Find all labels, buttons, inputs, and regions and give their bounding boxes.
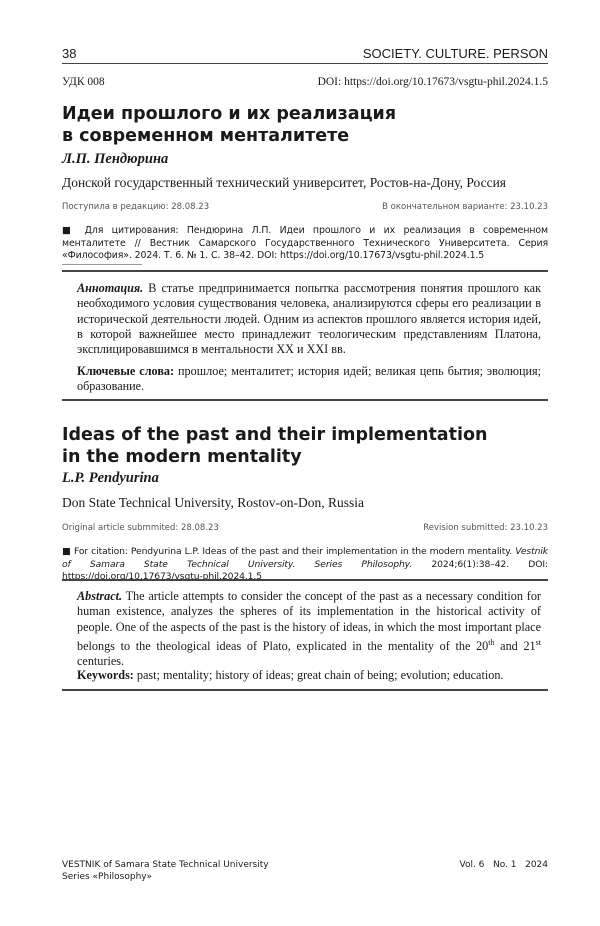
running-header xyxy=(62,46,548,64)
footer xyxy=(62,860,548,883)
ru-received-date: Поступила в редакцию: 28.08.23 xyxy=(62,202,209,212)
ru-citation-text: Для цитирования: Пендюрина Л.П. Идеи прошлого и их реализация в современном менталитете // Вестник Самарского Государственного Технического Университета. Серия «Философия». 2024. Т. 6. № 1. С. 38–42. DOI: https://doi.org/10.17673/vsgtu-phil.2024.1.5 xyxy=(62,225,548,261)
en-author: L.P. Pendyurina xyxy=(62,470,548,487)
ru-abstract-label: Аннотация. xyxy=(77,281,143,295)
footer-series: Series «Philosophy» xyxy=(62,872,269,884)
ru-keywords xyxy=(77,364,541,395)
page-number: 38 xyxy=(62,46,76,61)
ru-revised-date: В окончательном варианте: 23.10.23 xyxy=(382,202,548,212)
en-abstract xyxy=(77,589,541,670)
ru-title-line: в современном менталитете xyxy=(62,125,548,147)
ru-author: Л.П. Пендюрина xyxy=(62,151,548,168)
footer-issue: Vol. 6 No. 1 2024 xyxy=(459,860,548,883)
udk: УДК 008 xyxy=(62,76,105,88)
en-received-date: Original article submmited: 28.08.23 xyxy=(62,523,219,533)
ru-affiliation: Донской государственный технический университет, Ростов-на-Дону, Россия xyxy=(62,175,548,191)
superscript: st xyxy=(536,638,541,647)
en-title-line: Ideas of the past and their implementation xyxy=(62,424,548,446)
ru-abstract-text: В статье предпринимается попытка рассмотрения понятия прошлого как необходимого условия существования человека, анализируются сферы его реализации в исторической деятельности людей. Одним из аспектов прошлого является история идей, в которой важнейшее место принадлежит теологическим представлениям Платона, эксплицировавшимся в ментальности XX и XXI вв. xyxy=(77,281,541,356)
en-abstract-text: and 21 xyxy=(495,639,536,653)
en-abstract-text: The article attempts to consider the concept of the past as a necessary condition for human existence, analyzes the spheres of its implementation in the historical activity of people. One of the aspects of the past is the history of ideas, in which the most important place belongs to the theological ideas of Plato, explicated in the mentality of the 20 xyxy=(77,589,541,653)
en-citation: ■ For citation: Pendyurina L.P. Ideas of the past and their implementation in the modern mentality. Vestnik of Samara State Technical University. Series Philosophy. 2024;6(1):38–42. DOI: https://doi.org/10.17673/vsgtu-phil.2024.1.5 xyxy=(62,546,548,584)
en-abstract-text: centuries. xyxy=(77,654,124,668)
udk-doi-line xyxy=(62,76,548,88)
divider xyxy=(62,264,142,265)
ru-title-line: Идеи прошлого и их реализация xyxy=(62,103,548,125)
ru-keywords-label: Ключевые слова: xyxy=(77,364,174,378)
ru-citation: ■ Для цитирования: Пендюрина Л.П. Идеи прошлого и их реализация в современном менталитете // Вестник Самарского Государственного Технического Университета. Серия «Философия». 2024. Т. 6. № 1. С. 38–42. DOI: https://doi.org/10.17673/vsgtu-phil.2024.1.5 xyxy=(62,225,548,263)
en-title xyxy=(62,424,548,468)
divider xyxy=(62,399,548,401)
ru-abstract xyxy=(77,281,541,357)
en-keywords xyxy=(77,668,541,683)
doi-link[interactable]: DOI: https://doi.org/10.17673/vsgtu-phil.2024.1.5 xyxy=(318,76,548,88)
en-keywords-label: Keywords: xyxy=(77,668,134,682)
superscript: th xyxy=(488,638,494,647)
divider xyxy=(62,270,548,272)
en-revised-date: Revision submitted: 23.10.23 xyxy=(423,523,548,533)
ru-dates xyxy=(62,202,548,212)
footer-journal-name: VESTNIK of Samara State Technical University xyxy=(62,860,269,872)
footer-journal xyxy=(62,860,269,883)
en-title-line: in the modern mentality xyxy=(62,446,548,468)
en-abstract-label: Abstract. xyxy=(77,589,122,603)
ru-keywords-text: прошлое; менталитет; история идей; великая цепь бытия; эволюция; образование. xyxy=(77,364,541,393)
divider xyxy=(62,579,548,581)
en-citation-text: For citation: Pendyurina L.P. Ideas of the past and their implementation in the modern mentality. xyxy=(74,546,515,557)
en-keywords-text: past; mentality; history of ideas; great chain of being; evolution; education. xyxy=(134,668,504,682)
ru-title xyxy=(62,103,548,147)
section-title: SOCIETY. CULTURE. PERSON xyxy=(363,46,548,61)
divider xyxy=(62,689,548,691)
en-dates xyxy=(62,523,548,533)
en-citation-journal: Vestnik of Samara State Technical University. Series Philosophy. xyxy=(62,546,548,570)
en-citation-doi: 2024;6(1):38–42. DOI: https://doi.org/10.17673/vsgtu-phil.2024.1.5 xyxy=(62,559,548,583)
en-affiliation: Don State Technical University, Rostov-on-Don, Russia xyxy=(62,495,548,511)
